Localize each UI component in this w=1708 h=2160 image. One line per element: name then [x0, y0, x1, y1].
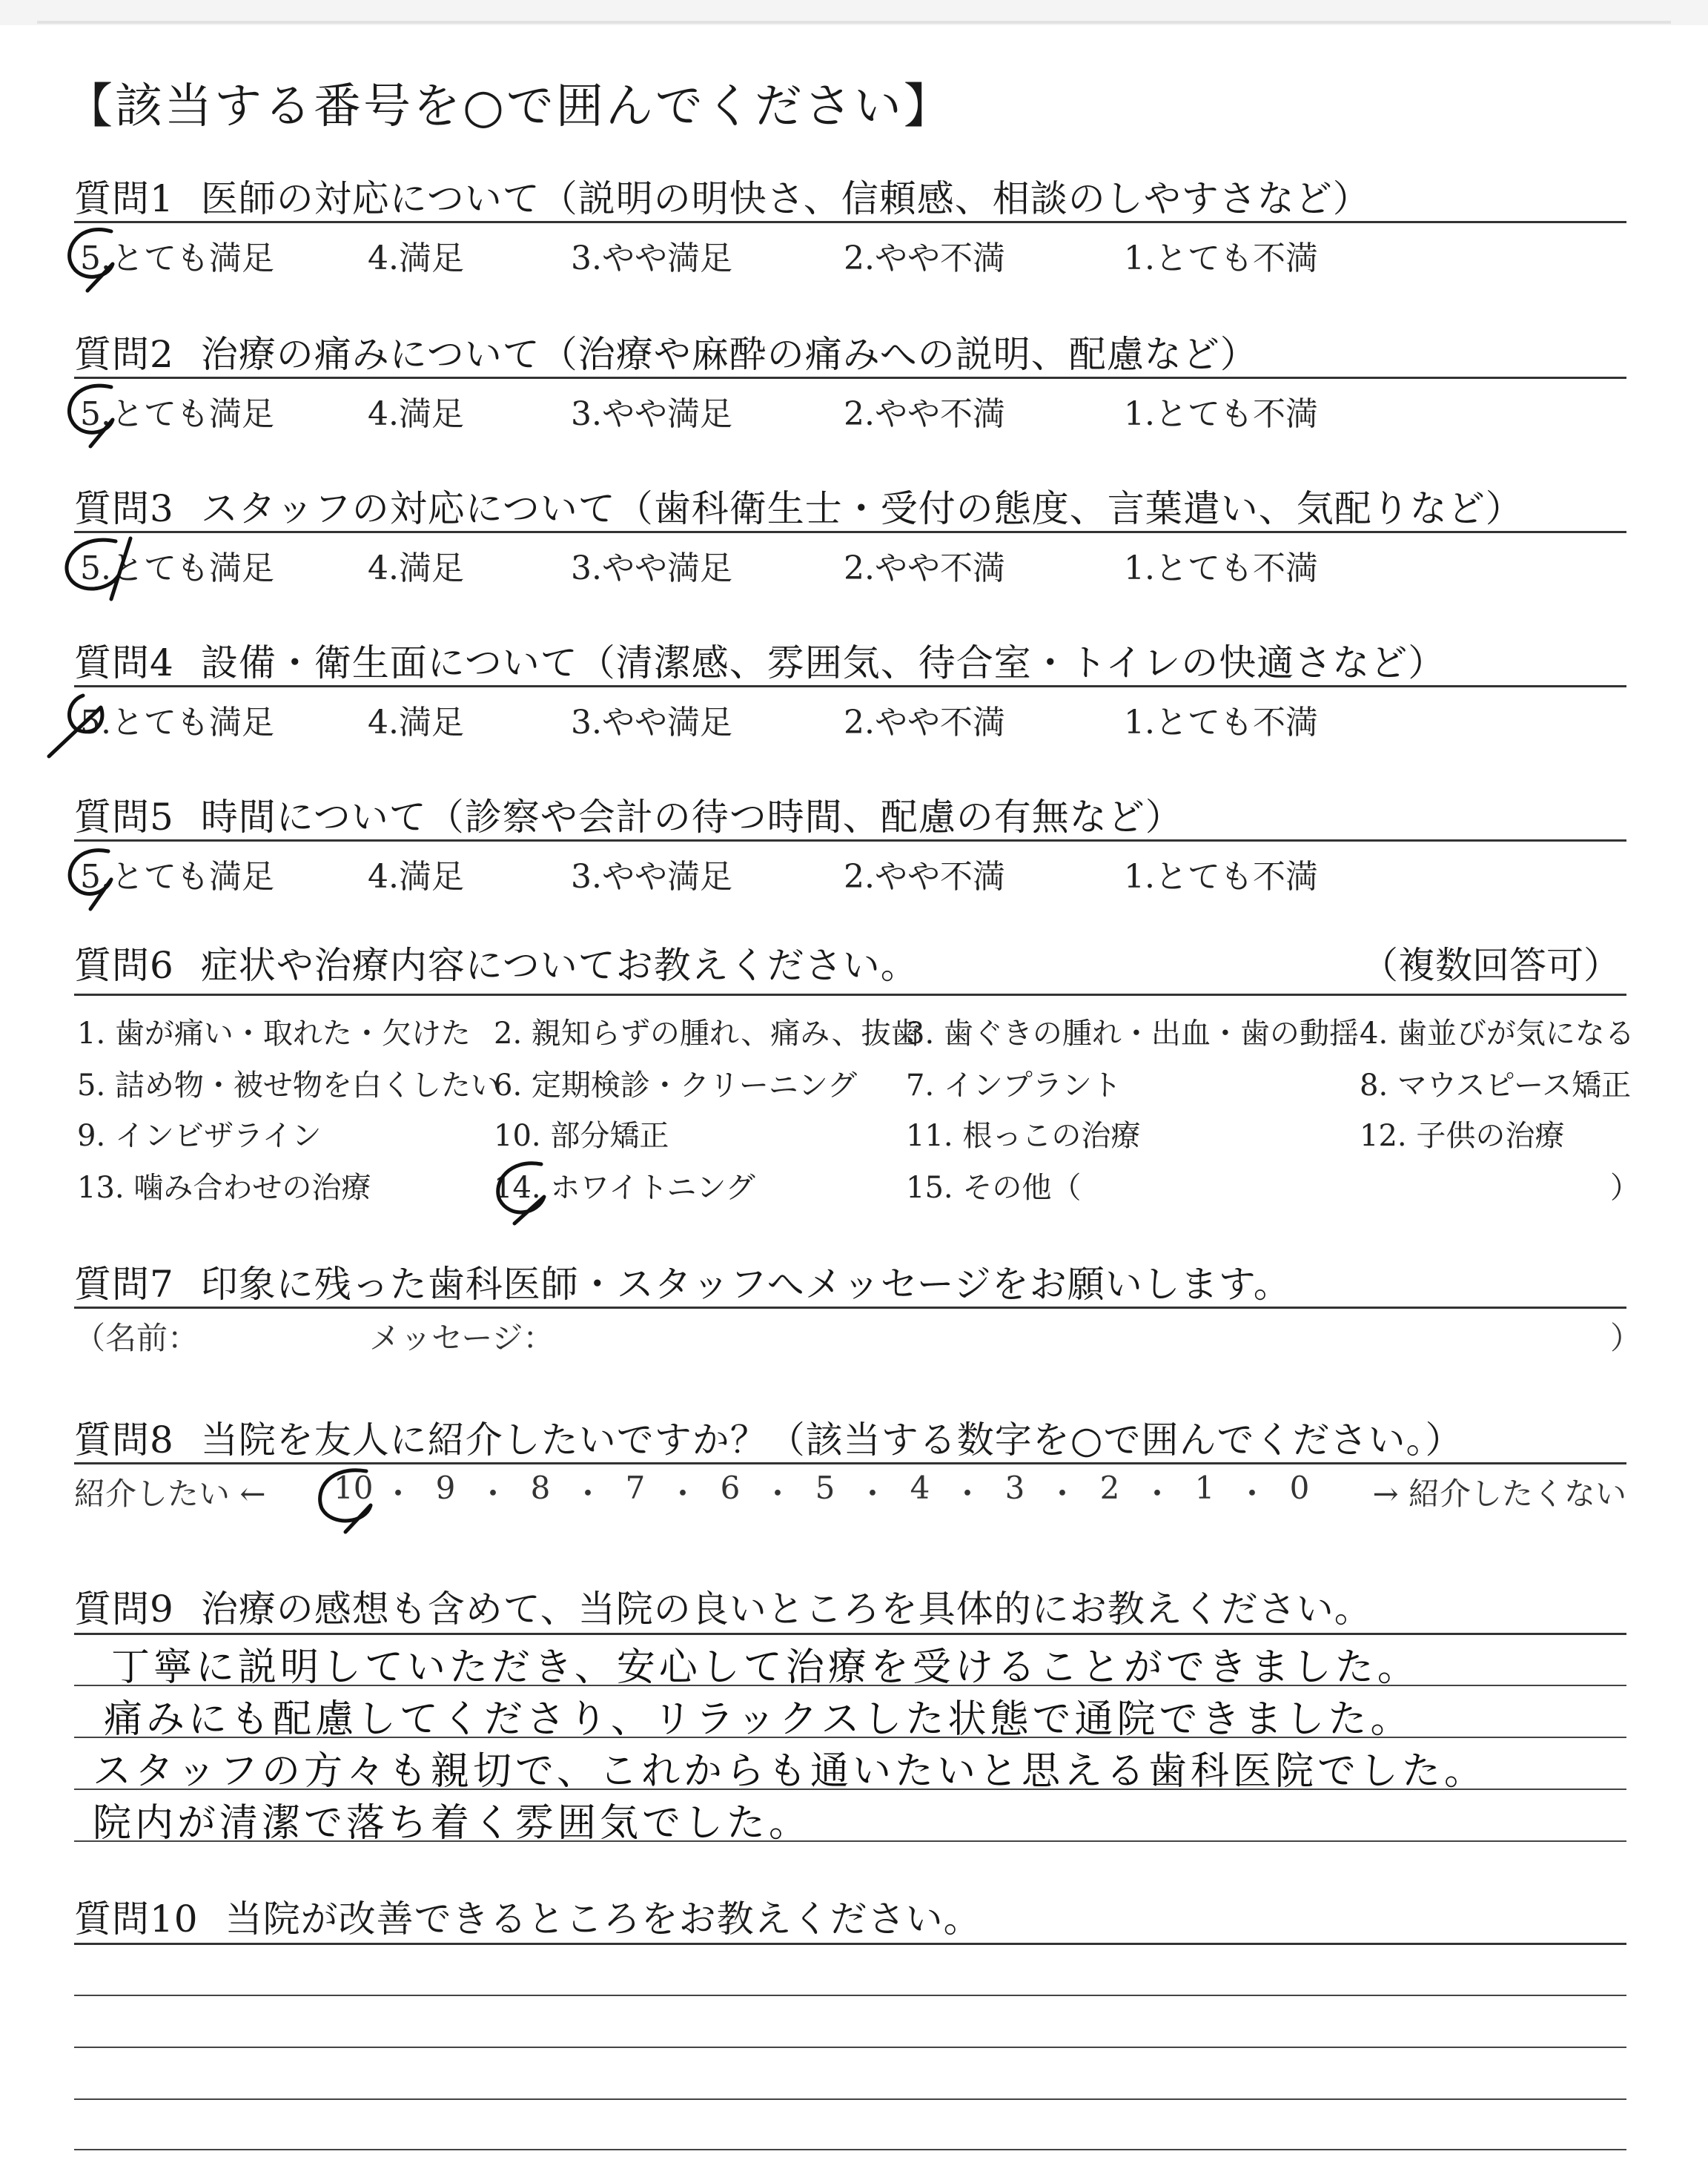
q4-rule [74, 685, 1626, 687]
q3-option-5[interactable]: 5.とても満足 [80, 549, 274, 587]
q6-text: 症状や治療内容についてお教えください。 [200, 944, 918, 987]
q8-number: 質問8 [74, 1418, 174, 1462]
q6-option-7[interactable]: 7. インプラント [906, 1069, 1122, 1103]
q6-option-12[interactable]: 12. 子供の治療 [1360, 1119, 1565, 1153]
q7-title [74, 1255, 1291, 1308]
q4-number: 質問4 [74, 641, 174, 684]
q8-scale-separator: ・ [1237, 1476, 1268, 1512]
q9-handwritten-line-2: 痛みにも配慮してくださり、リラックスした状態で通院できました。 [104, 1697, 1413, 1742]
q8-scale-separator: ・ [1142, 1476, 1174, 1512]
q9-text: 治療の感想も含めて、当院の良いところを具体的にお教えください。 [200, 1588, 1372, 1631]
q1-number: 質問1 [74, 177, 174, 220]
q2-text: 治療の痛みについて（治療や麻酔の痛みへの説明、配慮など） [200, 333, 1258, 376]
q8-text: 当院を友人に紹介したいですか？（該当する数字を○で囲んでください。） [200, 1418, 1463, 1462]
q6-note: （複数回答可） [1361, 944, 1621, 987]
q8-scale-0[interactable]: 0 [1289, 1470, 1310, 1506]
q8-scale-5[interactable]: 5 [815, 1470, 835, 1506]
q1-rule [74, 221, 1626, 223]
q6-other-close-paren: ） [1610, 1171, 1640, 1205]
q2-option-1[interactable]: 1.とても不満 [1124, 395, 1318, 433]
q4-option-4[interactable]: 4.満足 [368, 704, 464, 742]
q6-rule [74, 994, 1626, 996]
q6-option-3[interactable]: 3. 歯ぐきの腫れ・出血・歯の動揺 [906, 1017, 1359, 1051]
q6-option-10[interactable]: 10. 部分矯正 [494, 1119, 669, 1153]
q4-option-3[interactable]: 3.やや満足 [571, 704, 732, 742]
q8-scale-7[interactable]: 7 [625, 1470, 646, 1506]
q2-option-3[interactable]: 3.やや満足 [571, 395, 732, 433]
q4-text: 設備・衛生面について（清潔感、雰囲気、待合室・トイレの快適さなど） [200, 641, 1446, 684]
q4-title [74, 633, 1446, 687]
q7-message-label: メッセージ： [369, 1320, 555, 1356]
q1-option-4[interactable]: 4.満足 [368, 240, 464, 277]
q8-rule [74, 1462, 1626, 1464]
q2-option-5[interactable]: 5.とても満足 [80, 395, 274, 433]
q8-scale-1[interactable]: 1 [1194, 1470, 1215, 1506]
q5-option-1[interactable]: 1.とても不満 [1124, 858, 1318, 896]
q5-title [74, 787, 1183, 841]
q3-title [74, 479, 1523, 532]
q6-option-15[interactable]: 15. その他（ [906, 1171, 1082, 1205]
q2-title [74, 325, 1258, 378]
q8-scale-9[interactable]: 9 [435, 1470, 456, 1506]
q10-answer-line-3 [74, 2098, 1626, 2100]
q8-scale-separator: ・ [477, 1476, 509, 1512]
q9-number: 質問9 [74, 1588, 174, 1631]
q8-scale-separator: ・ [1047, 1476, 1079, 1512]
q5-option-5[interactable]: 5.とても満足 [80, 858, 274, 896]
q10-number: 質問10 [74, 1898, 199, 1941]
q7-text: 印象に残った歯科医師・スタッフへメッセージをお願いします。 [200, 1263, 1291, 1306]
q7-number: 質問7 [74, 1263, 174, 1306]
q5-option-3[interactable]: 3.やや満足 [571, 858, 732, 896]
q10-answer-line-1 [74, 1995, 1626, 1996]
q8-right-label: → 紹介したくない [1372, 1476, 1626, 1512]
q3-option-3[interactable]: 3.やや満足 [571, 549, 732, 587]
q9-handwritten-line-4: 院内が清潔で落ち着く雰囲気でした。 [93, 1801, 812, 1846]
q10-answer-line-2 [74, 2047, 1626, 2048]
q3-number: 質問3 [74, 487, 174, 530]
q9-rule [74, 1633, 1626, 1635]
q5-number: 質問5 [74, 796, 174, 839]
q1-option-3[interactable]: 3.やや満足 [571, 240, 732, 277]
q5-text: 時間について（診察や会計の待つ時間、配慮の有無など） [200, 796, 1183, 839]
q6-option-1[interactable]: 1. 歯が痛い・取れた・欠けた [77, 1017, 471, 1051]
q8-rating-scale [74, 1470, 1626, 1514]
q8-scale-8[interactable]: 8 [530, 1470, 551, 1506]
q6-option-2[interactable]: 2. 親知らずの腫れ、痛み、抜歯 [494, 1017, 921, 1051]
q8-scale-separator: ・ [762, 1476, 794, 1512]
q2-rule [74, 377, 1626, 379]
q7-name-label: （名前： [74, 1320, 199, 1356]
scan-top-edge [0, 0, 1708, 25]
q10-rule [74, 1943, 1626, 1945]
q8-scale-separator: ・ [667, 1476, 699, 1512]
q8-left-label: 紹介したい ← [74, 1476, 266, 1512]
q7-close-paren: ） [1610, 1320, 1642, 1356]
q6-option-5[interactable]: 5. 詰め物・被せ物を白くしたい [77, 1069, 500, 1103]
q9-title [74, 1579, 1372, 1633]
q6-option-13[interactable]: 13. 噛み合わせの治療 [77, 1171, 371, 1205]
q6-option-6[interactable]: 6. 定期検診・クリーニング [494, 1069, 858, 1103]
q8-scale-10[interactable]: 10 [334, 1470, 374, 1506]
q3-option-4[interactable]: 4.満足 [368, 549, 464, 587]
q8-scale-6[interactable]: 6 [720, 1470, 741, 1506]
q9-handwritten-line-1: 丁寧に説明していただき、安心して治療を受けることができました。 [111, 1645, 1420, 1690]
q1-option-5[interactable]: 5.とても満足 [80, 240, 274, 277]
q8-title [74, 1410, 1463, 1464]
q1-option-1[interactable]: 1.とても不満 [1124, 240, 1318, 277]
q2-number: 質問2 [74, 333, 174, 376]
instructions-header: 【該当する番号を○で囲んでください】 [65, 79, 953, 134]
q3-option-1[interactable]: 1.とても不満 [1124, 549, 1318, 587]
q6-option-14[interactable]: 14. ホワイトニング [494, 1171, 755, 1205]
q8-scale-separator: ・ [857, 1476, 889, 1512]
q8-scale-separator: ・ [383, 1476, 414, 1512]
q2-option-4[interactable]: 4.満足 [368, 395, 464, 433]
q4-option-2[interactable]: 2.やや不満 [844, 704, 1005, 742]
q8-scale-2[interactable]: 2 [1099, 1470, 1120, 1506]
q1-title [74, 169, 1371, 222]
q10-answer-line-4 [74, 2149, 1626, 2150]
q6-option-4[interactable]: 4. 歯並びが気になる [1360, 1017, 1635, 1051]
q7-rule [74, 1307, 1626, 1309]
q1-text: 医師の対応について（説明の明快さ、信頼感、相談のしやすさなど） [200, 177, 1371, 220]
q4-option-5[interactable]: 5.とても満足 [80, 704, 274, 742]
q3-rule [74, 531, 1626, 533]
q6-option-9[interactable]: 9. インビザライン [77, 1119, 322, 1153]
q6-number: 質問6 [74, 944, 174, 987]
q1-option-2[interactable]: 2.やや不満 [844, 240, 1005, 277]
q9-handwritten-line-3: スタッフの方々も親切で、これからも通いたいと思える歯科医院でした。 [93, 1749, 1486, 1794]
q2-option-2[interactable]: 2.やや不満 [844, 395, 1005, 433]
q4-option-1[interactable]: 1.とても不満 [1124, 704, 1318, 742]
q5-option-4[interactable]: 4.満足 [368, 858, 464, 896]
q10-title [74, 1889, 982, 1943]
q6-option-8[interactable]: 8. マウスピース矯正 [1360, 1069, 1632, 1103]
q10-text: 当院が改善できるところをお教えください。 [225, 1898, 982, 1941]
q6-title [74, 936, 918, 989]
q8-scale-4[interactable]: 4 [910, 1470, 930, 1506]
q3-text: スタッフの対応について（歯科衛生士・受付の態度、言葉遣い、気配りなど） [200, 487, 1523, 530]
q8-scale-separator: ・ [952, 1476, 984, 1512]
q5-rule [74, 839, 1626, 842]
q3-option-2[interactable]: 2.やや不満 [844, 549, 1005, 587]
q8-scale-separator: ・ [572, 1476, 604, 1512]
q6-option-11[interactable]: 11. 根っこの治療 [906, 1119, 1141, 1153]
q5-option-2[interactable]: 2.やや不満 [844, 858, 1005, 896]
q8-scale-3[interactable]: 3 [1004, 1470, 1025, 1506]
